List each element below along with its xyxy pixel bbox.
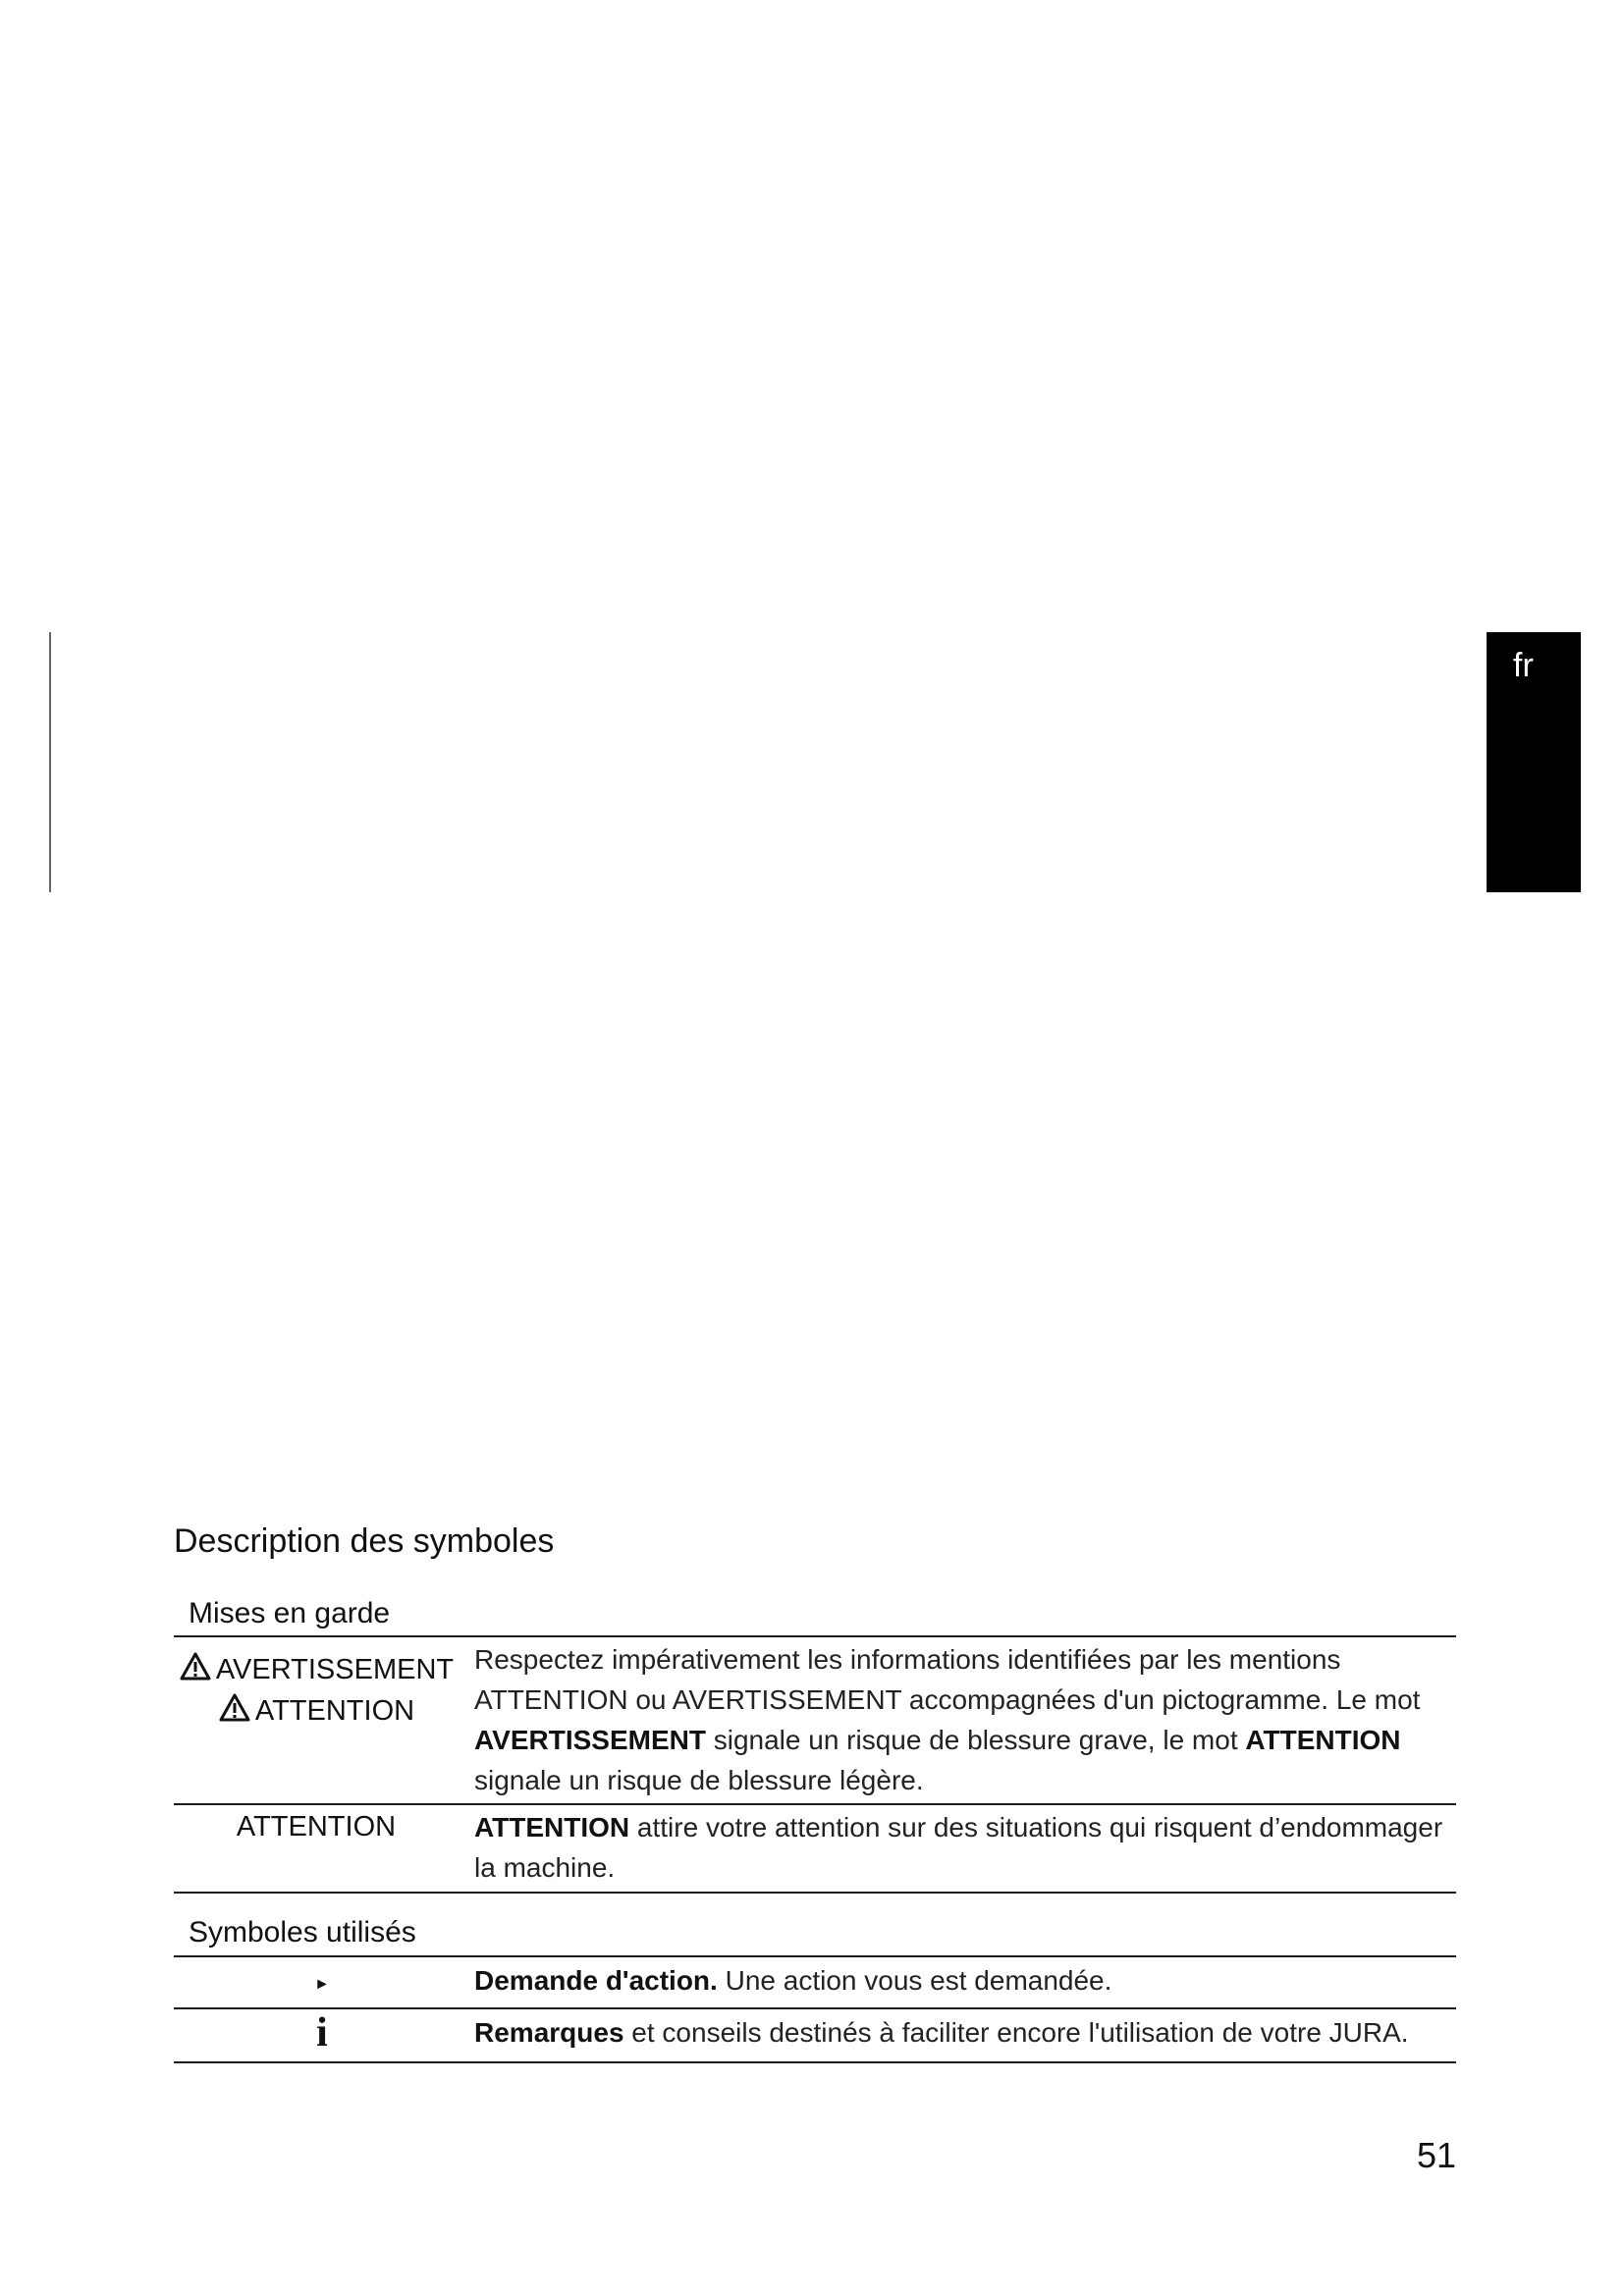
warning-labels-cell xyxy=(174,1649,459,1732)
language-tab-label: fr xyxy=(1513,647,1534,684)
info-symbol-cell xyxy=(174,2012,459,2057)
description-text: et conseils destinés à faciliter encore l'utilisation de votre JURA. xyxy=(623,2017,1409,2048)
warning-description xyxy=(474,1639,1456,1800)
warning-label-attention: ATTENTION xyxy=(254,1694,415,1727)
action-arrow-icon: ► xyxy=(314,1976,330,1993)
description-bold-attention: ATTENTION xyxy=(1245,1725,1401,1755)
page-number: 51 xyxy=(1416,2135,1456,2175)
warning-label-avertissement: AVERTISSEMENT xyxy=(215,1653,455,1685)
action-symbol-cell xyxy=(174,1960,459,2004)
table-rule xyxy=(174,1803,1456,1805)
description-bold-attention: ATTENTION xyxy=(474,1812,630,1842)
margin-line xyxy=(49,632,51,892)
section-title: Description des symboles xyxy=(174,1522,555,1560)
description-bold-remarks: Remarques xyxy=(474,2017,624,2048)
table-rule xyxy=(174,1955,1456,1957)
warning-label-line xyxy=(174,1649,459,1690)
description-bold-avertissement: AVERTISSEMENT xyxy=(474,1725,706,1755)
table-rule xyxy=(174,2007,1456,2009)
description-bold-action: Demande d'action. xyxy=(474,1965,718,1996)
remarks-description xyxy=(474,2012,1456,2053)
action-description xyxy=(474,1960,1456,2001)
info-icon: i xyxy=(316,2010,328,2056)
warnings-group-title: Mises en garde xyxy=(189,1597,391,1629)
table-rule xyxy=(174,1635,1456,1637)
warning-triangle-icon xyxy=(218,1692,251,1724)
attention-label: ATTENTION xyxy=(236,1811,397,1842)
description-text: signale un risque de blessure grave, le mot xyxy=(705,1725,1246,1755)
attention-description xyxy=(474,1807,1456,1888)
description-text: Respectez impérativement les informations identifiées par les mentions ATTENTION ou AVERTISSEMENT accompagnées d'un pictogramme. Le mot xyxy=(474,1644,1421,1715)
description-text: signale un risque de blessure légère. xyxy=(474,1765,924,1795)
description-text: attire votre attention sur des situations qui risquent d’endommager la machine. xyxy=(474,1812,1443,1883)
description-text: Une action vous est demandée. xyxy=(717,1965,1112,1996)
table-rule xyxy=(174,2061,1456,2063)
warning-label-line xyxy=(174,1690,459,1732)
warning-triangle-icon xyxy=(179,1651,212,1682)
language-tab xyxy=(1487,632,1581,892)
symbols-group-title: Symboles utilisés xyxy=(189,1916,416,1949)
table-rule xyxy=(174,1892,1456,1894)
